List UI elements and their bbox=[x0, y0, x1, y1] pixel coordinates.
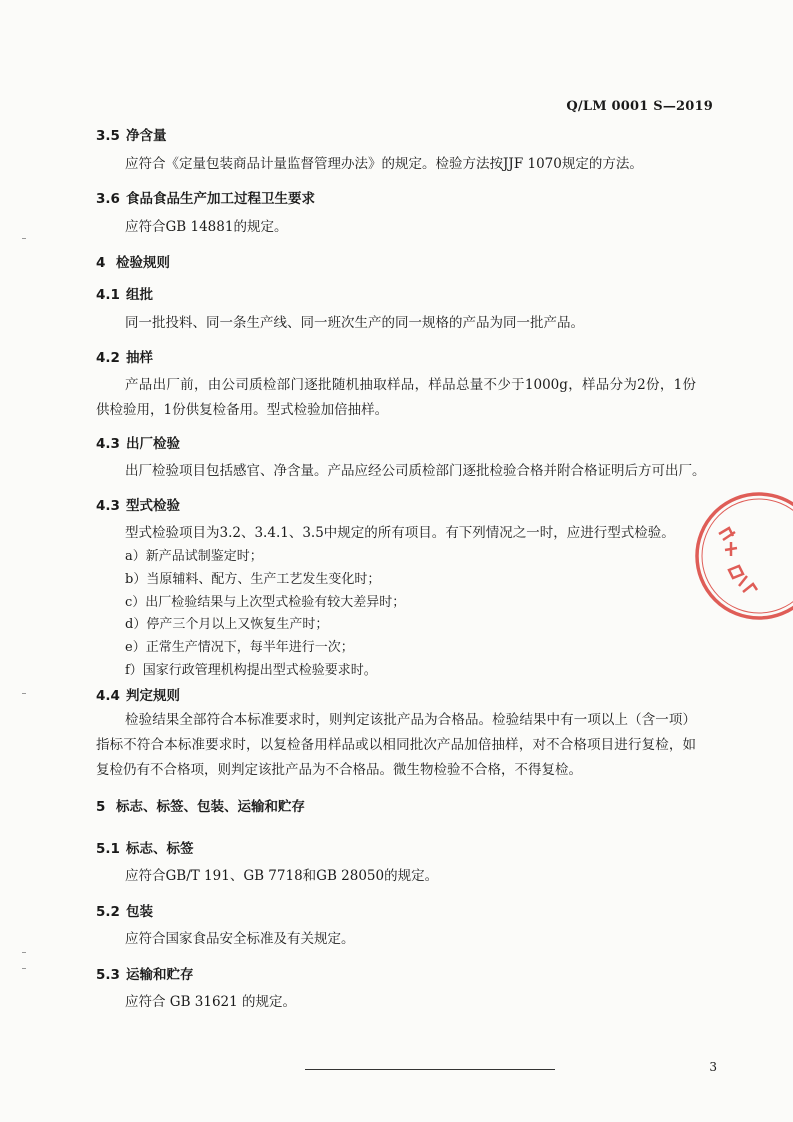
section-body-4-2: 产品出厂前，由公司质检部门逐批随机抽取样品，样品总量不少于1000g，样品分为2份，1份供检验用，1份供复检备用。型式检验加倍抽样。 bbox=[96, 377, 696, 418]
scan-mark bbox=[22, 968, 26, 969]
section-heading-5-3 bbox=[96, 963, 194, 983]
section-number: 5.2 bbox=[96, 904, 120, 920]
list-item: a）新产品试制鉴定时； bbox=[125, 549, 263, 564]
section-number: 4.3 bbox=[96, 498, 120, 514]
section-title: 标志、标签 bbox=[126, 841, 194, 857]
chapter-heading-5 bbox=[96, 795, 305, 815]
section-number: 4.4 bbox=[96, 688, 120, 704]
section-title: 判定规则 bbox=[126, 688, 180, 704]
scan-mark bbox=[22, 952, 26, 953]
seal-outer-ring bbox=[697, 494, 793, 618]
section-heading-3-5 bbox=[96, 124, 167, 144]
section-title: 食品食品生产加工过程卫生要求 bbox=[126, 191, 315, 207]
section-title: 出厂检验 bbox=[126, 436, 180, 452]
footer-rule bbox=[305, 1069, 555, 1070]
section-body-4-4: 检验结果全部符合本标准要求时，则判定该批产品为合格品。检验结果中有一项以上（含一项）指标不符合本标准要求时，以复检备用样品或以相同批次产品加倍抽样，对不合格项目进行复检，如复检仍有不合格项，则判定该批产品为不合格品。微生物检验不合格，不得复检。 bbox=[96, 712, 696, 778]
section-body-3-5: 应符合《定量包装商品计量监督管理办法》的规定。检验方法按JJF 1070规定的方法。 bbox=[125, 156, 643, 172]
section-body-4-3-type: 型式检验项目为3.2、3.4.1、3.5中规定的所有项目。有下列情况之一时，应进行型式检验。 bbox=[125, 525, 675, 541]
section-heading-4-1 bbox=[96, 283, 153, 303]
standard-number: Q/LM 0001 S—2019 bbox=[566, 99, 713, 114]
section-number: 5.3 bbox=[96, 967, 120, 983]
section-number: 3.5 bbox=[96, 128, 120, 144]
section-heading-3-6 bbox=[96, 187, 315, 207]
section-title: 包装 bbox=[126, 904, 153, 920]
section-heading-4-2 bbox=[96, 346, 153, 366]
section-heading-4-4 bbox=[96, 684, 180, 704]
section-body-5-3: 应符合 GB 31621 的规定。 bbox=[125, 994, 297, 1010]
section-title: 型式检验 bbox=[126, 498, 180, 514]
section-number: 3.6 bbox=[96, 191, 120, 207]
seal-mark bbox=[697, 494, 793, 618]
section-heading-5-1 bbox=[96, 837, 194, 857]
scan-mark bbox=[22, 238, 26, 239]
section-number: 4.1 bbox=[96, 287, 120, 303]
list-item: e）正常生产情况下，每半年进行一次； bbox=[125, 640, 354, 655]
section-heading-4-3-factory bbox=[96, 432, 180, 452]
seal-inner-ring bbox=[702, 499, 793, 613]
list-item: d）停产三个月以上又恢复生产时； bbox=[125, 617, 329, 632]
section-title: 净含量 bbox=[126, 128, 167, 144]
company-seal-stamp bbox=[689, 486, 793, 626]
section-title: 组批 bbox=[126, 287, 153, 303]
list-item: f）国家行政管理机构提出型式检验要求时。 bbox=[125, 663, 377, 678]
page-number: 3 bbox=[709, 1060, 717, 1074]
section-number: 4.3 bbox=[96, 436, 120, 452]
section-title: 检验规则 bbox=[116, 255, 170, 271]
section-title: 抽样 bbox=[126, 350, 153, 366]
section-title: 运输和贮存 bbox=[126, 967, 194, 983]
section-body-3-6: 应符合GB 14881的规定。 bbox=[125, 219, 288, 235]
section-number: 5 bbox=[96, 799, 106, 815]
section-body-5-1: 应符合GB/T 191、GB 7718和GB 28050的规定。 bbox=[125, 868, 439, 884]
section-body-4-3-factory: 出厂检验项目包括感官、净含量。产品应经公司质检部门逐批检验合格并附合格证明后方可出厂。 bbox=[125, 463, 706, 479]
section-body-4-1: 同一批投料、同一条生产线、同一班次生产的同一规格的产品为同一批产品。 bbox=[125, 315, 584, 331]
list-item: c）出厂检验结果与上次型式检验有较大差异时； bbox=[125, 595, 406, 610]
section-heading-5-2 bbox=[96, 900, 153, 920]
chapter-heading-4 bbox=[96, 251, 170, 271]
section-number: 5.1 bbox=[96, 841, 120, 857]
section-body-5-2: 应符合国家食品安全标准及有关规定。 bbox=[125, 931, 355, 947]
list-item: b）当原辅料、配方、生产工艺发生变化时； bbox=[125, 572, 381, 587]
section-title: 标志、标签、包装、运输和贮存 bbox=[116, 799, 305, 815]
section-heading-4-3-type bbox=[96, 494, 180, 514]
scan-mark bbox=[22, 693, 26, 694]
section-number: 4.2 bbox=[96, 350, 120, 366]
section-number: 4 bbox=[96, 255, 106, 271]
